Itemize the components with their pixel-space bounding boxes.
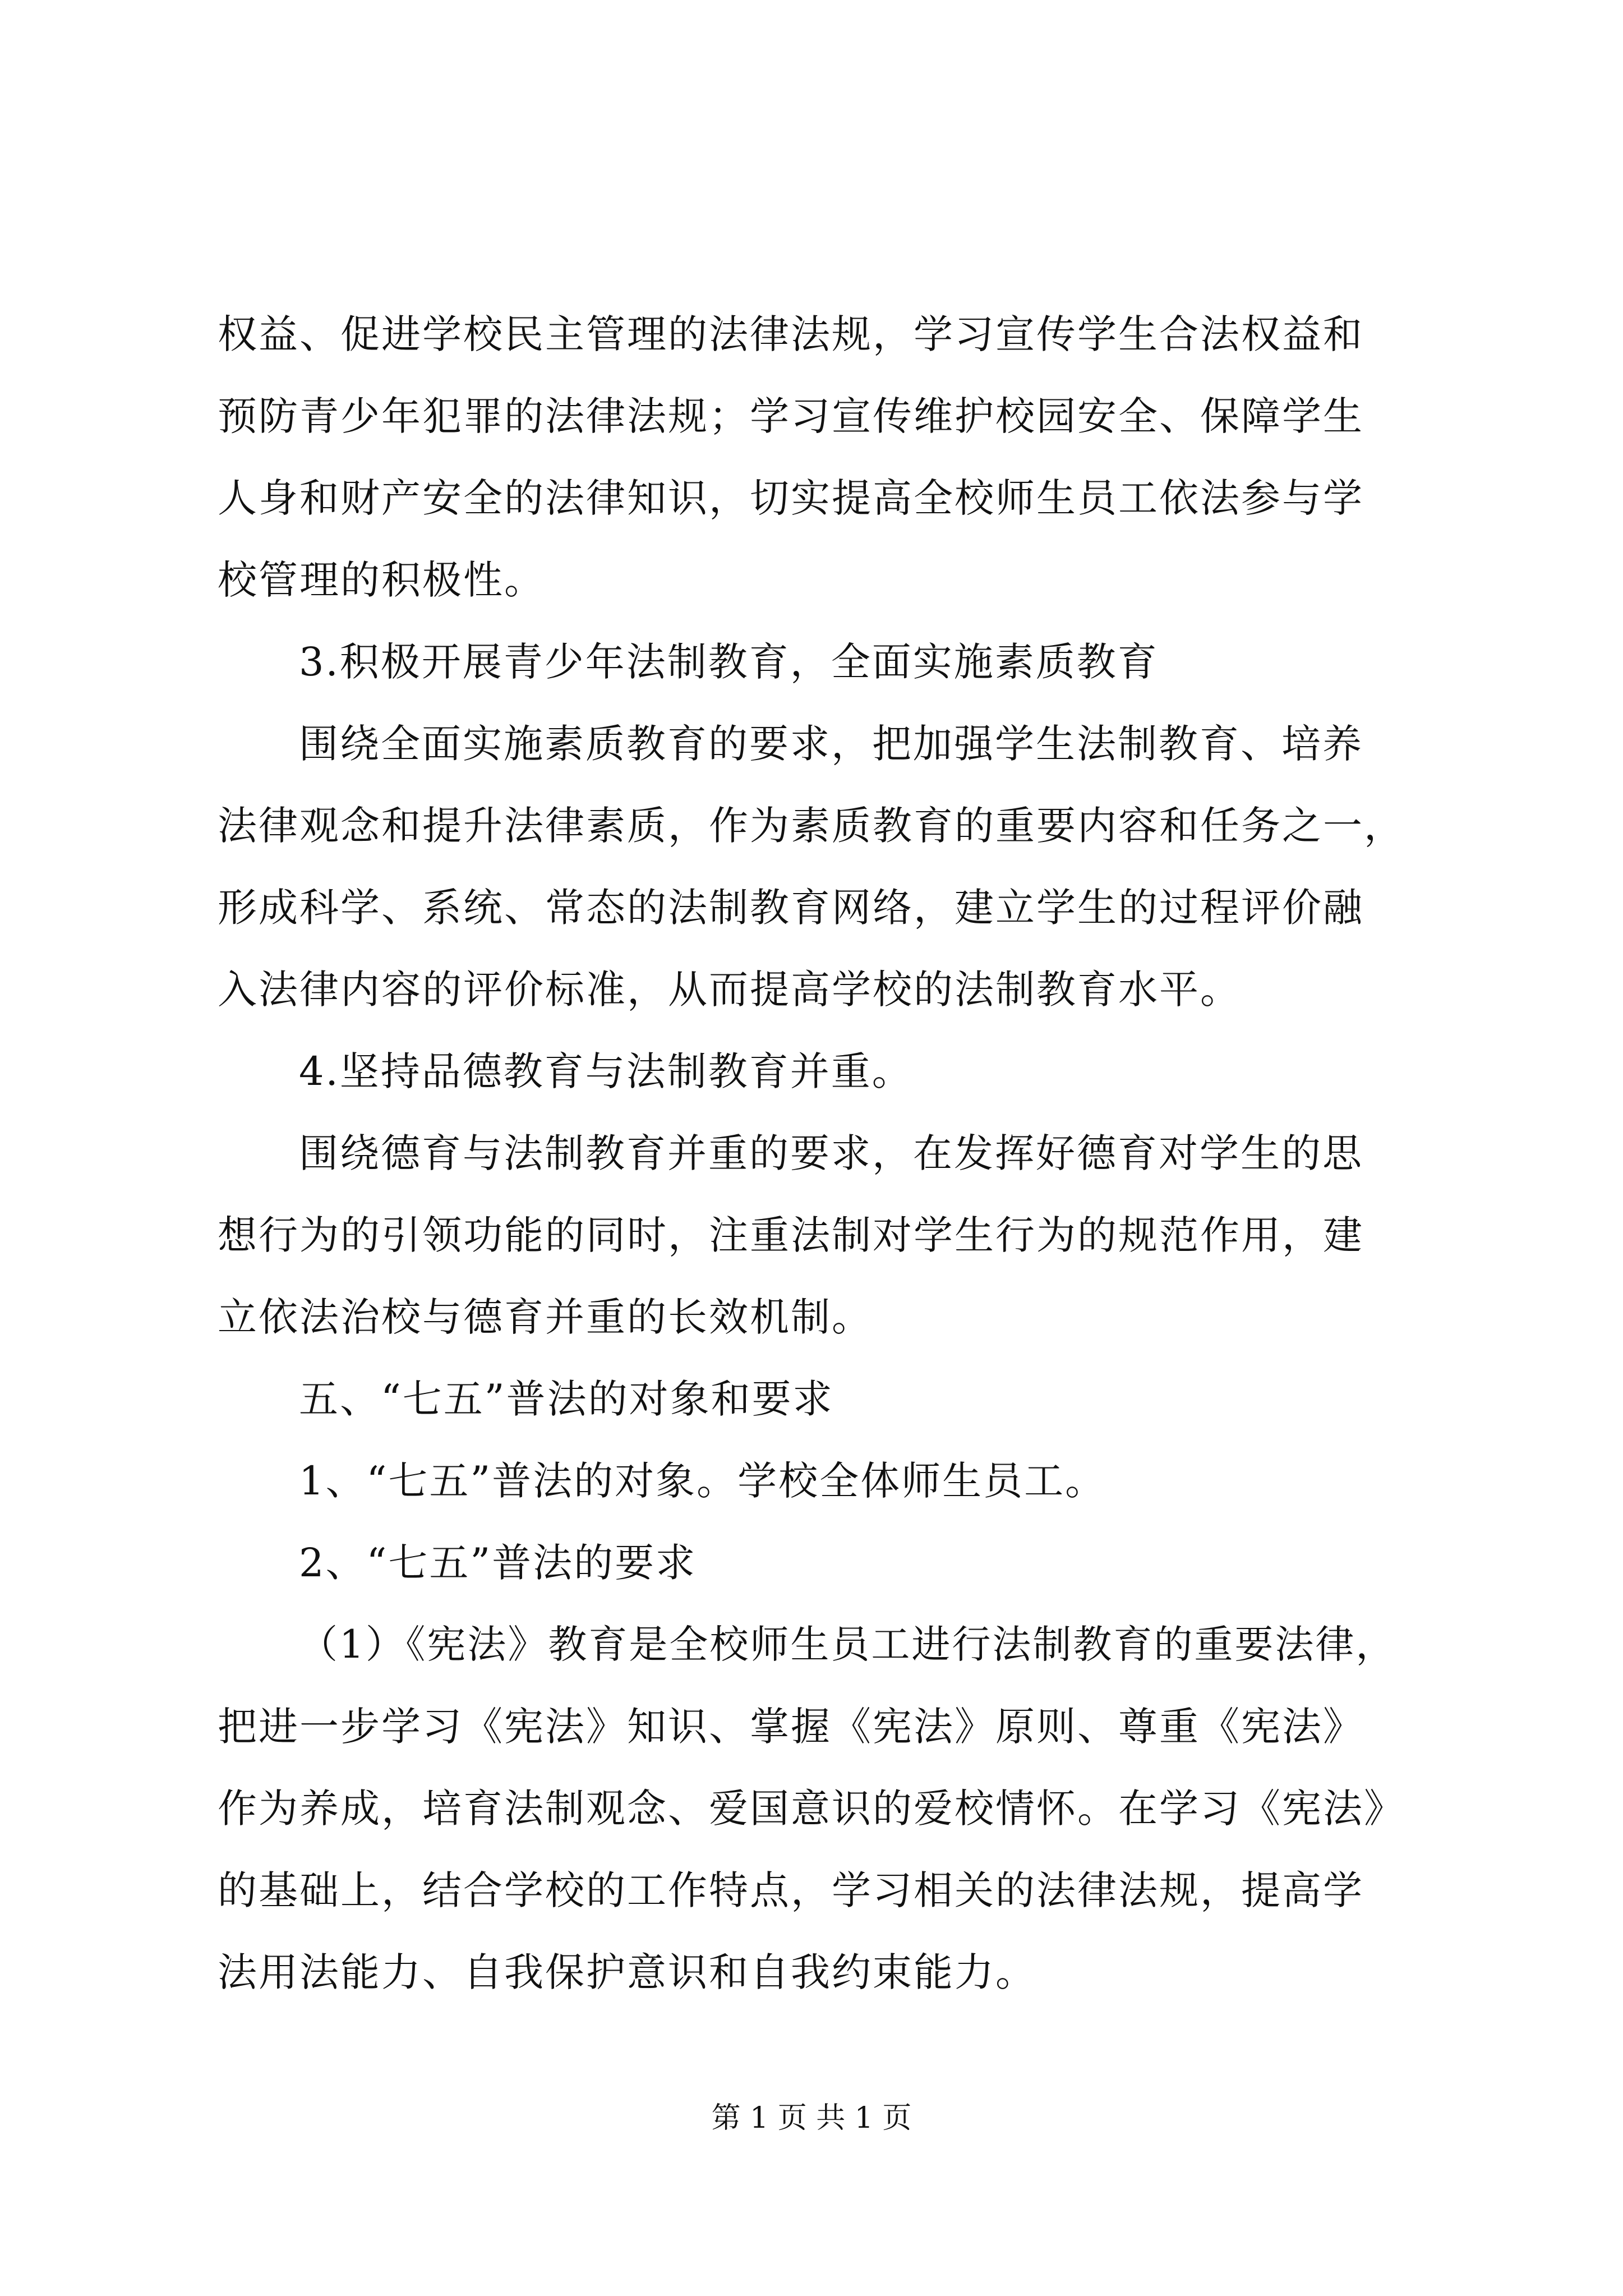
paragraph-line: 形成科学、系统、常态的法制教育网络，建立学生的过程评价融 (218, 885, 1364, 931)
paragraph-line: 立依法治校与德育并重的长效机制。 (218, 1294, 873, 1340)
paragraph-line: 法律观念和提升法律素质，作为素质教育的重要内容和任务之一， (218, 803, 1405, 849)
section-heading: 2、“七五”普法的要求 (299, 1540, 697, 1586)
paragraph-line: 围绕全面实施素质教育的要求，把加强学生法制教育、培养 (299, 721, 1363, 767)
paragraph-line: 想行为的引领功能的同时，注重法制对学生行为的规范作用，建 (218, 1212, 1364, 1258)
section-heading: 五、“七五”普法的对象和要求 (299, 1376, 834, 1422)
paragraph-line: 1、“七五”普法的对象。学校全体师生员工。 (299, 1458, 1106, 1504)
paragraph-line: 围绕德育与法制教育并重的要求，在发挥好德育对学生的思 (299, 1130, 1363, 1176)
paragraph-line: 入法律内容的评价标准，从而提高学校的法制教育水平。 (218, 967, 1241, 1013)
paragraph-line: 把进一步学习《宪法》知识、掌握《宪法》原则、尊重《宪法》 (218, 1704, 1364, 1750)
section-heading: 4.坚持品德教育与法制教育并重。 (299, 1048, 913, 1094)
paragraph-line: 权益、促进学校民主管理的法律法规，学习宣传学生合法权益和 (218, 311, 1364, 357)
paragraph-line: 人身和财产安全的法律知识，切实提高全校师生员工依法参与学 (218, 475, 1364, 521)
paragraph-line: 作为养成，培育法制观念、爱国意识的爱校情怀。在学习《宪法》 (218, 1786, 1405, 1832)
paragraph-line: 预防青少年犯罪的法律法规；学习宣传维护校园安全、保障学生 (218, 393, 1364, 439)
paragraph-line: 法用法能力、自我保护意识和自我约束能力。 (218, 1949, 1036, 1995)
paragraph-line: （1）《宪法》教育是全校师生员工进行法制教育的重要法律， (299, 1622, 1396, 1667)
paragraph-line: 校管理的积极性。 (218, 557, 545, 603)
paragraph-line: 的基础上，结合学校的工作特点，学习相关的法律法规，提高学 (218, 1867, 1364, 1913)
section-heading: 3.积极开展青少年法制教育，全面实施素质教育 (299, 639, 1159, 685)
page-number-footer: 第 1 页 共 1 页 (711, 2101, 912, 2135)
